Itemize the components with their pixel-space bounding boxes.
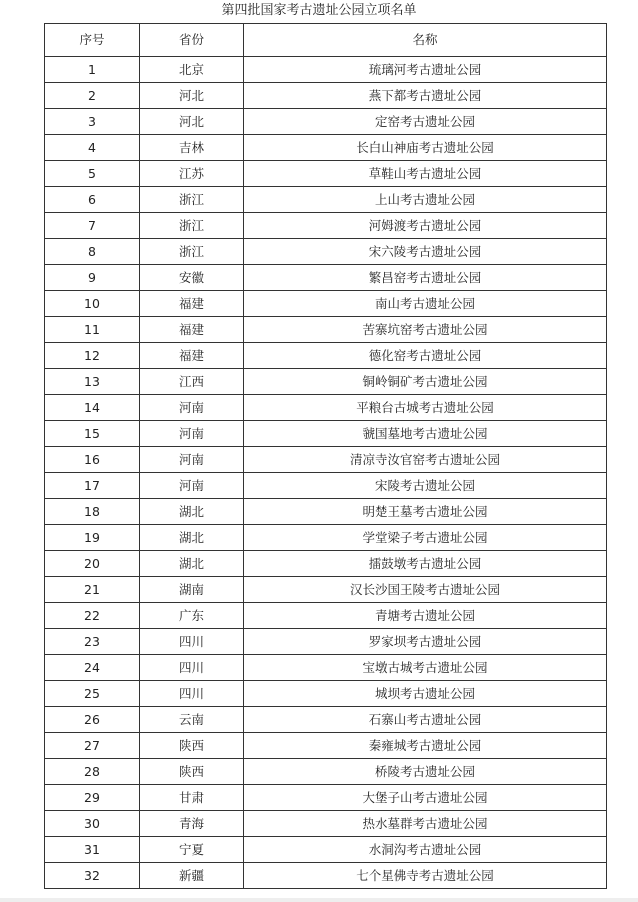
table-row <box>45 395 607 421</box>
cell-number: 18 <box>45 499 140 525</box>
cell-name: 长白山神庙考古遗址公园 <box>244 135 607 161</box>
cell-name: 汉长沙国王陵考古遗址公园 <box>244 577 607 603</box>
cell-province: 吉林 <box>140 135 244 161</box>
table-row <box>45 577 607 603</box>
table-row <box>45 655 607 681</box>
table-body <box>45 57 607 889</box>
table-row <box>45 499 607 525</box>
cell-name: 擂鼓墩考古遗址公园 <box>244 551 607 577</box>
cell-name: 宋六陵考古遗址公园 <box>244 239 607 265</box>
cell-number: 30 <box>45 811 140 837</box>
cell-name: 定窑考古遗址公园 <box>244 109 607 135</box>
cell-province: 河南 <box>140 447 244 473</box>
table-row <box>45 57 607 83</box>
cell-name: 宝墩古城考古遗址公园 <box>244 655 607 681</box>
cell-number: 12 <box>45 343 140 369</box>
cell-name: 明楚王墓考古遗址公园 <box>244 499 607 525</box>
cell-number: 2 <box>45 83 140 109</box>
table-row <box>45 109 607 135</box>
cell-number: 29 <box>45 785 140 811</box>
cell-number: 24 <box>45 655 140 681</box>
cell-name: 青塘考古遗址公园 <box>244 603 607 629</box>
cell-name: 上山考古遗址公园 <box>244 187 607 213</box>
table-header-row <box>45 24 607 57</box>
cell-name: 燕下都考古遗址公园 <box>244 83 607 109</box>
cell-number: 27 <box>45 733 140 759</box>
cell-number: 13 <box>45 369 140 395</box>
cell-number: 7 <box>45 213 140 239</box>
table-row <box>45 629 607 655</box>
cell-name: 虢国墓地考古遗址公园 <box>244 421 607 447</box>
cell-number: 11 <box>45 317 140 343</box>
table-row <box>45 785 607 811</box>
cell-number: 23 <box>45 629 140 655</box>
table-row <box>45 447 607 473</box>
cell-name: 琉璃河考古遗址公园 <box>244 57 607 83</box>
cell-number: 19 <box>45 525 140 551</box>
table-row <box>45 187 607 213</box>
table-row <box>45 421 607 447</box>
table-row <box>45 707 607 733</box>
cell-name: 秦雍城考古遗址公园 <box>244 733 607 759</box>
cell-province: 湖南 <box>140 577 244 603</box>
column-header-name: 名称 <box>244 24 607 57</box>
cell-name: 草鞋山考古遗址公园 <box>244 161 607 187</box>
cell-number: 16 <box>45 447 140 473</box>
cell-province: 甘肃 <box>140 785 244 811</box>
cell-province: 浙江 <box>140 187 244 213</box>
document-title: 第四批国家考古遗址公园立项名单 <box>221 3 417 18</box>
table-row <box>45 317 607 343</box>
cell-number: 6 <box>45 187 140 213</box>
cell-name: 德化窑考古遗址公园 <box>244 343 607 369</box>
cell-province: 四川 <box>140 655 244 681</box>
cell-number: 26 <box>45 707 140 733</box>
cell-province: 四川 <box>140 629 244 655</box>
table-row <box>45 837 607 863</box>
table-row <box>45 473 607 499</box>
cell-number: 21 <box>45 577 140 603</box>
table-row <box>45 343 607 369</box>
cell-name: 清凉寺汝官窑考古遗址公园 <box>244 447 607 473</box>
cell-number: 17 <box>45 473 140 499</box>
cell-name: 桥陵考古遗址公园 <box>244 759 607 785</box>
cell-number: 25 <box>45 681 140 707</box>
table-row <box>45 161 607 187</box>
cell-name: 繁昌窑考古遗址公园 <box>244 265 607 291</box>
cell-number: 20 <box>45 551 140 577</box>
cell-province: 湖北 <box>140 551 244 577</box>
table-row <box>45 733 607 759</box>
table-row <box>45 525 607 551</box>
table-row <box>45 265 607 291</box>
cell-name: 铜岭铜矿考古遗址公园 <box>244 369 607 395</box>
cell-province: 河南 <box>140 473 244 499</box>
cell-number: 14 <box>45 395 140 421</box>
cell-name: 水洞沟考古遗址公园 <box>244 837 607 863</box>
cell-number: 1 <box>45 57 140 83</box>
table-row <box>45 213 607 239</box>
cell-name: 学堂梁子考古遗址公园 <box>244 525 607 551</box>
cell-number: 8 <box>45 239 140 265</box>
table-row <box>45 811 607 837</box>
cell-name: 罗家坝考古遗址公园 <box>244 629 607 655</box>
cell-number: 31 <box>45 837 140 863</box>
cell-province: 福建 <box>140 291 244 317</box>
cell-name: 热水墓群考古遗址公园 <box>244 811 607 837</box>
table-row <box>45 551 607 577</box>
cell-name: 宋陵考古遗址公园 <box>244 473 607 499</box>
cell-province: 云南 <box>140 707 244 733</box>
cell-province: 河北 <box>140 109 244 135</box>
cell-province: 青海 <box>140 811 244 837</box>
cell-province: 广东 <box>140 603 244 629</box>
cell-province: 陕西 <box>140 733 244 759</box>
cell-number: 32 <box>45 863 140 889</box>
table-row <box>45 291 607 317</box>
cell-name: 石寨山考古遗址公园 <box>244 707 607 733</box>
cell-number: 3 <box>45 109 140 135</box>
cell-province: 江西 <box>140 369 244 395</box>
column-header-number: 序号 <box>45 24 140 57</box>
column-header-province: 省份 <box>140 24 244 57</box>
cell-province: 江苏 <box>140 161 244 187</box>
cell-number: 22 <box>45 603 140 629</box>
cell-number: 28 <box>45 759 140 785</box>
cell-province: 浙江 <box>140 239 244 265</box>
cell-province: 河南 <box>140 395 244 421</box>
cell-name: 苦寨坑窑考古遗址公园 <box>244 317 607 343</box>
cell-name: 城坝考古遗址公园 <box>244 681 607 707</box>
park-list-table <box>44 23 607 889</box>
table-row <box>45 83 607 109</box>
cell-province: 宁夏 <box>140 837 244 863</box>
cell-province: 新疆 <box>140 863 244 889</box>
cell-province: 安徽 <box>140 265 244 291</box>
cell-province: 四川 <box>140 681 244 707</box>
cell-name: 南山考古遗址公园 <box>244 291 607 317</box>
cell-number: 4 <box>45 135 140 161</box>
cell-province: 河北 <box>140 83 244 109</box>
cell-province: 福建 <box>140 343 244 369</box>
bottom-edge-strip <box>0 898 638 902</box>
cell-number: 9 <box>45 265 140 291</box>
cell-province: 陕西 <box>140 759 244 785</box>
cell-number: 10 <box>45 291 140 317</box>
cell-province: 福建 <box>140 317 244 343</box>
cell-province: 北京 <box>140 57 244 83</box>
cell-province: 湖北 <box>140 499 244 525</box>
cell-name: 大堡子山考古遗址公园 <box>244 785 607 811</box>
table-row <box>45 239 607 265</box>
table-row <box>45 369 607 395</box>
table-row <box>45 681 607 707</box>
table-row <box>45 759 607 785</box>
cell-province: 浙江 <box>140 213 244 239</box>
table-row <box>45 135 607 161</box>
cell-number: 5 <box>45 161 140 187</box>
table-row <box>45 603 607 629</box>
cell-province: 河南 <box>140 421 244 447</box>
cell-number: 15 <box>45 421 140 447</box>
cell-name: 七个星佛寺考古遗址公园 <box>244 863 607 889</box>
cell-name: 平粮台古城考古遗址公园 <box>244 395 607 421</box>
table-row <box>45 863 607 889</box>
cell-name: 河姆渡考古遗址公园 <box>244 213 607 239</box>
cell-province: 湖北 <box>140 525 244 551</box>
